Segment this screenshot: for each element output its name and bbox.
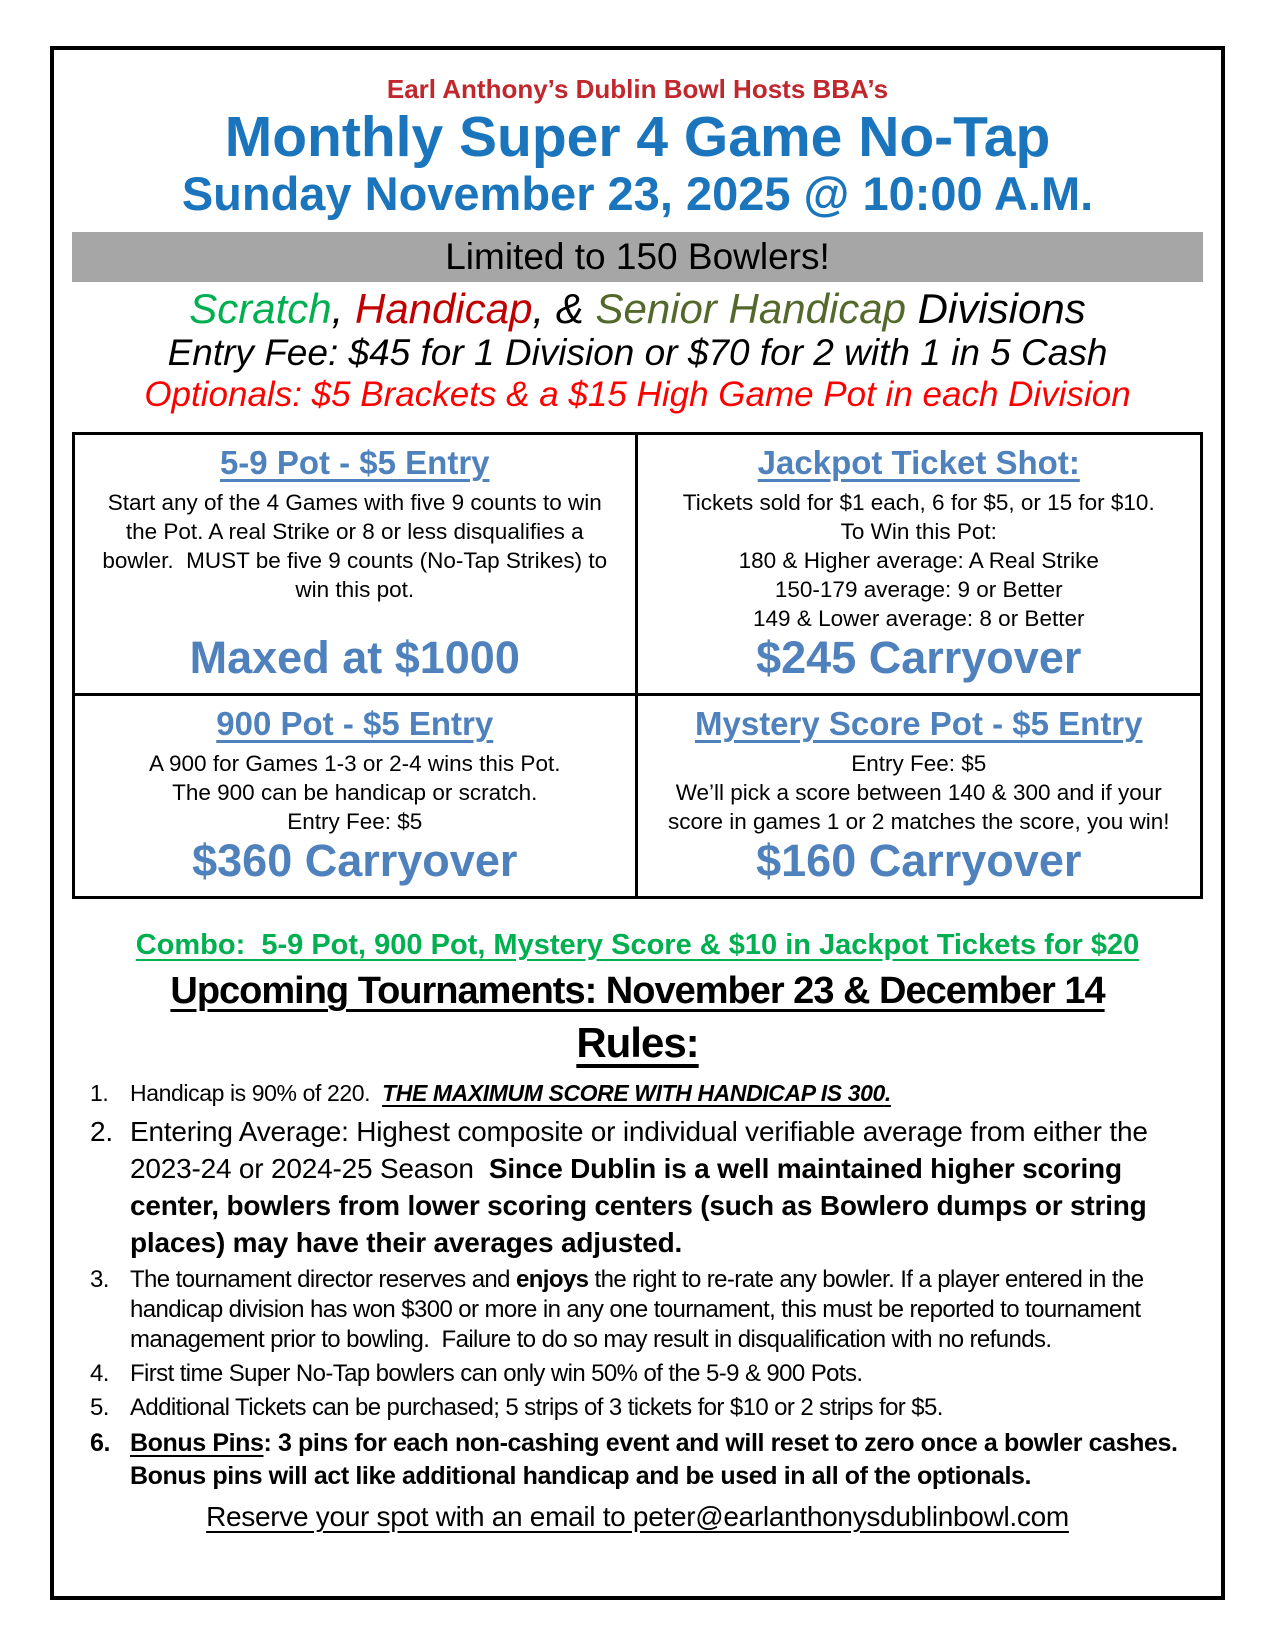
limit-banner: Limited to 150 Bowlers! xyxy=(72,232,1203,282)
rule-text: Bonus Pins: 3 pins for each non-cashing event and will reset to zero once a bowler cashes. Bonus pins will act like additional handicap and be used in all of the optionals. xyxy=(130,1429,1185,1490)
pot-5-9-title: 5-9 Pot - $5 Entry xyxy=(219,444,490,481)
pot-5-9-amount: Maxed at $1000 xyxy=(189,632,520,683)
reserve-email-line[interactable]: Reserve your spot with an email to peter@earlanthonysdublinbowl.com xyxy=(206,1501,1069,1532)
divisions-separator: , & xyxy=(532,285,596,332)
optionals-line: Optionals: $5 Brackets & a $15 High Game Pot in each Division xyxy=(144,375,1131,414)
rule-number: 3. xyxy=(90,1266,109,1293)
rule-number: 4. xyxy=(90,1360,109,1387)
pot-mystery-line: Entry Fee: $5 xyxy=(851,751,987,776)
rule-item-5 xyxy=(90,1393,1197,1423)
date-line: Sunday November 23, 2025 @ 10:00 A.M. xyxy=(181,167,1094,220)
pot-mystery-amount: $160 Carryover xyxy=(756,835,1082,886)
pots-table xyxy=(72,432,1203,899)
rule-text: The tournament director reserves and enjoys the right to re-rate any bowler. If a player entered in the handicap division has won $300 or more in any one tournament, this must be reported to tournament management prior to bowling. Failure to do so may result in disqualification with no refunds. xyxy=(130,1266,1150,1353)
rule-item-3 xyxy=(90,1265,1197,1355)
rule-text: Entering Average: Highest composite or individual verifiable average from either the 2023-24 or 2024-25 Season Since Dublin is a well maintained higher scoring center, bowlers from lower scoring centers (such as Bowlero dumps or string places) may have their averages adjusted. xyxy=(130,1116,1156,1258)
pot-cell-mystery xyxy=(638,696,1201,896)
divisions-line xyxy=(72,286,1203,332)
pot-900-line: A 900 for Games 1-3 or 2-4 wins this Pot. xyxy=(149,751,561,776)
rule-number: 5. xyxy=(90,1394,109,1421)
pot-jackpot-line: To Win this Pot: xyxy=(840,519,997,544)
pot-jackpot-line: 149 & Lower average: 8 or Better xyxy=(753,606,1085,631)
pot-5-9-body: Start any of the 4 Games with five 9 counts to win the Pot. A real Strike or 8 or less disqualifies a bowler. MUST be five 9 counts (No-Tap Strikes) to win this pot. xyxy=(102,490,614,602)
pot-mystery-title: Mystery Score Pot - $5 Entry xyxy=(695,705,1143,742)
pot-jackpot-line: 180 & Higher average: A Real Strike xyxy=(738,548,1099,573)
rule-item-4 xyxy=(90,1359,1197,1389)
pot-jackpot-line: 150-179 average: 9 or Better xyxy=(774,577,1063,602)
rule-text: Handicap is 90% of 220. THE MAXIMUM SCORE WITH HANDICAP IS 300. xyxy=(130,1080,891,1106)
pot-cell-5-9 xyxy=(75,435,638,696)
handicap-division-label: Handicap xyxy=(354,285,533,332)
pot-cell-jackpot xyxy=(638,435,1201,696)
rules-heading: Rules: xyxy=(576,1019,699,1066)
page-border-frame xyxy=(50,46,1225,1600)
upcoming-tournaments-line: Upcoming Tournaments: November 23 & December 14 xyxy=(170,970,1105,1012)
flyer-content xyxy=(54,50,1221,1535)
pot-900-title: 900 Pot - $5 Entry xyxy=(216,705,494,742)
divisions-suffix: Divisions xyxy=(906,285,1086,332)
scratch-division-label: Scratch xyxy=(189,285,332,332)
combo-line: Combo: 5-9 Pot, 900 Pot, Mystery Score & $10 in Jackpot Tickets for $20 xyxy=(135,929,1140,961)
pot-mystery-line: We’ll pick a score between 140 & 300 and if your score in games 1 or 2 matches the score, you win! xyxy=(668,780,1170,834)
divisions-separator: , xyxy=(331,285,355,332)
host-line: Earl Anthony’s Dublin Bowl Hosts BBA’s xyxy=(386,74,889,104)
rules-list xyxy=(90,1077,1197,1493)
rule-number: 1. xyxy=(90,1080,109,1106)
pot-900-line: The 900 can be handicap or scratch. xyxy=(172,780,538,805)
pot-900-body xyxy=(89,749,621,836)
rule-number: 6. xyxy=(90,1429,111,1457)
senior-handicap-division-label: Senior Handicap xyxy=(595,285,907,332)
pot-jackpot-title: Jackpot Ticket Shot: xyxy=(757,444,1080,481)
rule-item-2 xyxy=(90,1113,1197,1261)
page-title: Monthly Super 4 Game No-Tap xyxy=(224,105,1051,169)
rule-item-1 xyxy=(90,1077,1197,1109)
pot-mystery-body xyxy=(652,749,1187,836)
rule-item-6 xyxy=(90,1427,1197,1493)
rule-text: First time Super No-Tap bowlers can only win 50% of the 5-9 & 900 Pots. xyxy=(130,1360,863,1387)
rule-number: 2. xyxy=(90,1116,113,1147)
rule-text: Additional Tickets can be purchased; 5 strips of 3 tickets for $10 or 2 strips for $5. xyxy=(130,1394,943,1421)
pot-900-line: Entry Fee: $5 xyxy=(287,809,423,834)
entry-fee-line: Entry Fee: $45 for 1 Division or $70 for 2 with 1 in 5 Cash xyxy=(167,332,1108,373)
pot-cell-900 xyxy=(75,696,638,896)
pot-jackpot-body xyxy=(652,488,1187,633)
pot-jackpot-amount: $245 Carryover xyxy=(756,632,1082,683)
pot-jackpot-line: Tickets sold for $1 each, 6 for $5, or 15 for $10. xyxy=(682,490,1155,515)
pot-900-amount: $360 Carryover xyxy=(192,835,518,886)
